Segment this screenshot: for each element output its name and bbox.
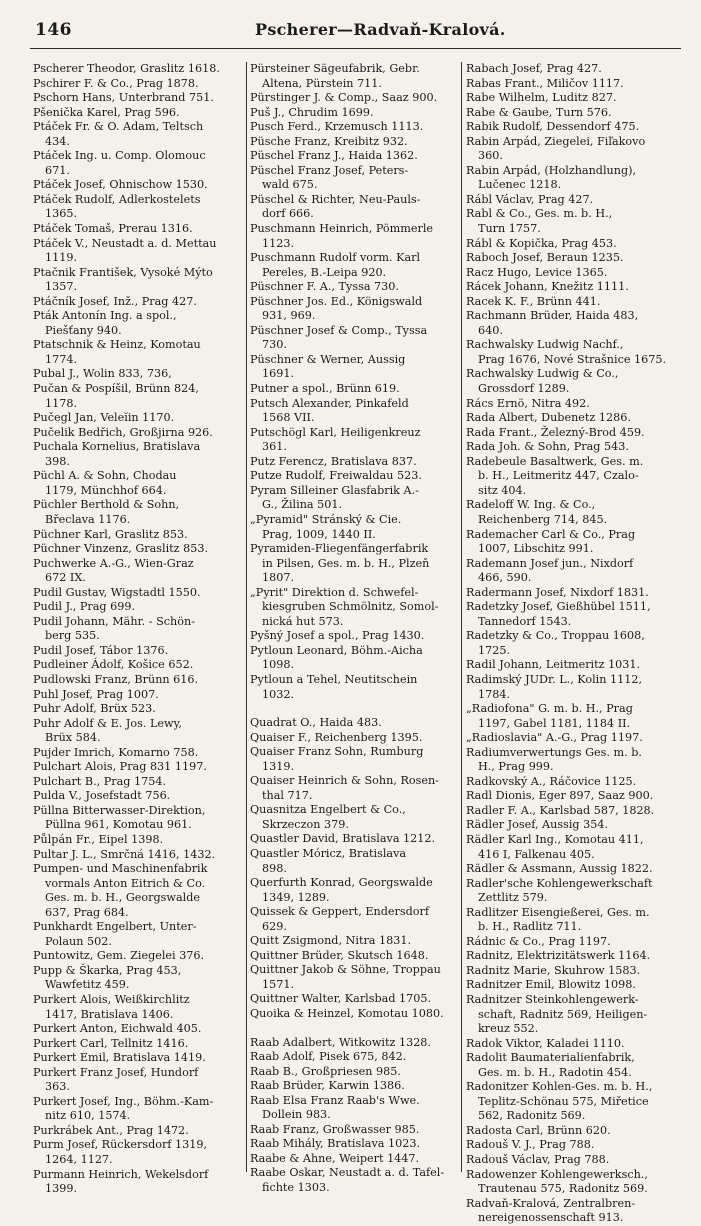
directory-entry-line: Quasnitza Engelbert & Co.,: [250, 803, 406, 817]
directory-entry-line: Pürsteiner Sägeufabrik, Gebr.: [250, 62, 420, 75]
directory-entry-line: Pučelik Bedřich, Großjirna 926.: [33, 425, 213, 439]
directory-entry-line: kreuz 552.: [478, 1022, 539, 1036]
directory-entry-line: 637, Prag 684.: [45, 905, 129, 919]
directory-entry-line: Rábl & Kopička, Prag 453.: [466, 236, 617, 250]
directory-entry-line: nereigenossenschaft 913.: [478, 1211, 624, 1225]
directory-entry-line: „Pyramid" Stránský & Cie.: [250, 512, 402, 526]
directory-entry-line: Ptáček Ing. u. Comp. Olomouc: [33, 149, 206, 163]
directory-entry-line: Radebeule Basaltwerk, Ges. m.: [466, 454, 644, 468]
directory-entry-line: Pultar J. L., Smrčná 1416, 1432.: [33, 847, 216, 861]
directory-entry-line: Radonitzer Kohlen-Ges. m. b. H.,: [466, 1080, 653, 1094]
directory-entry-line: Pschirer F. & Co., Prag 1878.: [33, 76, 199, 90]
directory-entry-line: Ptáček Fr. & O. Adam, Teltsch: [33, 120, 204, 134]
directory-entry-line: Grossdorf 1289.: [478, 382, 570, 396]
running-title: Pscherer—Radvaň-Kralová.: [255, 20, 506, 39]
directory-entry-line: Rabas Frant., Miličov 1117.: [466, 76, 624, 90]
directory-entry-line: 398.: [45, 454, 70, 468]
directory-entry-line: Radouš Václav, Prag 788.: [466, 1153, 610, 1167]
directory-entry-line: 1691.: [262, 367, 295, 381]
directory-entry-line: Quittner Brüder, Skutsch 1648.: [250, 948, 429, 962]
directory-entry-line: Pyramiden-Fliegenfängerfabrik: [250, 542, 429, 556]
directory-entry-line: Pulchart B., Prag 1754.: [33, 774, 167, 788]
directory-entry-line: Radok Viktor, Kaladei 1110.: [466, 1036, 625, 1050]
directory-entry-line: Puschmann Heinrich, Pömmerle: [250, 222, 434, 236]
directory-entry-line: Lučenec 1218.: [478, 178, 562, 192]
directory-entry-line: dorf 666.: [262, 207, 314, 221]
directory-entry-line: Radnitzer Emil, Blowitz 1098.: [466, 978, 636, 992]
directory-entry-line: Zettlitz 579.: [478, 891, 548, 905]
directory-entry-line: schaft, Radnitz 569, Heiligen-: [478, 1007, 648, 1021]
directory-entry-line: 360.: [478, 149, 503, 163]
directory-entry-line: Rädler Karl Ing., Komotau 411,: [466, 832, 644, 846]
directory-entry-line: 1119.: [45, 251, 78, 265]
directory-entry-line: Rádnic & Co., Prag 1197.: [466, 934, 611, 948]
directory-entry-line: Rabik Rudolf, Dessendorf 475.: [466, 120, 640, 134]
directory-entry-line: Raab Mihály, Bratislava 1023.: [250, 1137, 421, 1151]
directory-entry-line: Brüx 584.: [45, 731, 101, 745]
directory-entry-line: Rada Joh. & Sohn, Prag 543.: [466, 440, 629, 454]
directory-entry-line: nitz 610, 1574.: [45, 1109, 131, 1123]
directory-entry-line: Rachwalsky Ludwig & Co.,: [466, 367, 619, 381]
directory-entry-line: 434.: [45, 134, 70, 148]
directory-entry-line: kiesgruben Schmölnitz, Somol-: [262, 600, 439, 614]
directory-entry-line: Quaiser Franz Sohn, Rumburg: [250, 745, 424, 759]
directory-entry-line: 1178.: [45, 396, 78, 410]
directory-entry-line: Purm Josef, Rückersdorf 1319,: [33, 1138, 208, 1152]
directory-entry-line: thal 717.: [262, 788, 313, 802]
directory-entry-line: Puntowitz, Gem. Ziegelei 376.: [33, 949, 205, 963]
directory-entry-line: „Radiofona" G. m. b. H., Prag: [466, 702, 633, 716]
directory-entry-line: Radiumverwertungs Ges. m. b.: [466, 745, 642, 759]
directory-entry-line: Pulchart Alois, Prag 831 1197.: [33, 760, 207, 774]
directory-entry-line: Puš J., Chrudim 1699.: [250, 105, 374, 119]
directory-entry-line: Püchner Vinzenz, Graslitz 853.: [33, 542, 209, 556]
directory-entry-line: Rada Frant., Železný-Brod 459.: [466, 425, 645, 439]
directory-entry-line: Puhr Adolf & E. Jos. Lewy,: [33, 716, 182, 730]
directory-entry-line: Ptáček Tomaš, Prerau 1316.: [33, 222, 193, 236]
directory-entry-line: Radnitzer Steinkohlengewerk-: [466, 993, 639, 1006]
directory-entry-line: Radouš V. J., Prag 788.: [466, 1138, 595, 1152]
directory-entry-line: Püschner Jos. Ed., Königswald: [250, 294, 423, 308]
directory-entry-line: Rabl & Co., Ges. m. b. H.,: [466, 207, 613, 221]
directory-entry-line: Ptáček Rudolf, Adlerkostelets: [33, 192, 201, 206]
directory-entry-line: Radil Johann, Leitmeritz 1031.: [466, 658, 641, 672]
directory-entry-line: Piešťany 940.: [45, 323, 122, 337]
directory-entry-line: Turn 1757.: [478, 222, 541, 236]
directory-entry-line: Pubal J., Wolin 833, 736,: [33, 367, 172, 381]
directory-entry-line: Pupp & Škarka, Prag 453,: [33, 963, 182, 977]
directory-entry-line: 730.: [262, 338, 287, 352]
directory-entry-line: Püschner Josef & Comp., Tyssa: [250, 323, 428, 337]
directory-entry-line: 671.: [45, 163, 70, 177]
directory-entry-line: Radeloff W. Ing. & Co.,: [466, 498, 596, 512]
directory-entry-line: Radl Dionis, Eger 897, Saaz 900.: [466, 789, 654, 803]
directory-entry-line: Racz Hugo, Levice 1365.: [466, 265, 608, 279]
directory-entry-line: Pták Antonín Ing. a spol.,: [33, 309, 177, 323]
directory-entry-line: Rachwalsky Ludwig Nachf.,: [466, 338, 624, 352]
directory-entry-line: Purkert Carl, Tellnitz 1416.: [33, 1036, 189, 1050]
directory-entry-line: Püschel & Richter, Neu-Pauls-: [250, 192, 421, 206]
directory-entry-line: Putschögl Karl, Heiligenkreuz: [250, 425, 421, 439]
directory-entry-line: Püchner Karl, Graslitz 853.: [33, 527, 188, 541]
directory-entry-line: 1417, Bratislava 1406.: [45, 1007, 174, 1021]
directory-entry-line: Püchl A. & Sohn, Chodau: [33, 469, 177, 483]
directory-entry-line: Ges. m. b. H., Georgswalde: [45, 891, 200, 905]
directory-entry-line: 361.: [262, 440, 287, 454]
directory-entry-line: 1774.: [45, 352, 78, 366]
directory-entry-line: Rábl Václav, Prag 427.: [466, 192, 594, 206]
directory-entry-line: Prag, 1009, 1440 II.: [262, 527, 376, 541]
directory-entry-line: H., Prag 999.: [478, 760, 554, 774]
directory-entry-line: 1123.: [262, 236, 295, 250]
directory-entry-line: 466, 590.: [478, 571, 532, 585]
directory-entry-line: Rácek Johann, Knežitz 1111.: [466, 280, 629, 294]
directory-entry-line: Püschner & Werner, Aussig: [250, 352, 406, 366]
directory-entry-line: Puhr Adolf, Brüx 523.: [33, 702, 156, 716]
directory-entry-line: 1725.: [478, 643, 511, 657]
directory-entry-line: Rabe & Gaube, Turn 576.: [466, 105, 612, 119]
directory-entry-line: Punkhardt Engelbert, Unter-: [33, 920, 197, 934]
directory-entry-line: Pujder Imrich, Komarno 758.: [33, 745, 199, 759]
directory-entry-line: 931, 969.: [262, 309, 316, 323]
directory-entry-line: Rachmann Brüder, Haida 483,: [466, 309, 639, 323]
directory-entry-line: Puhl Josef, Prag 1007.: [33, 687, 159, 701]
directory-entry-line: Pudlowski Franz, Brünn 616.: [33, 672, 199, 686]
directory-entry-line: Pudil Gustav, Wigstadtl 1550.: [33, 585, 201, 599]
directory-entry-line: Pudil Josef, Tábor 1376.: [33, 643, 169, 657]
directory-entry-line: Raab Adalbert, Witkowitz 1328.: [250, 1035, 431, 1049]
directory-entry-line: vormals Anton Eitrich & Co.: [45, 876, 206, 890]
column-divider: [461, 62, 462, 1172]
directory-entry-line: Purkert Anton, Eichwald 405.: [33, 1022, 202, 1036]
directory-entry-line: Rabach Josef, Prag 427.: [466, 62, 602, 75]
directory-entry-line: Racek K. F., Brünn 441.: [466, 294, 601, 308]
directory-entry-line: Radimský JUDr. L., Kolin 1112,: [466, 672, 643, 686]
directory-entry-line: Trautenau 575, Radonitz 569.: [478, 1182, 648, 1196]
directory-entry-line: Purkert Emil, Bratislava 1419.: [33, 1051, 206, 1065]
directory-entry-line: Rädler Josef, Aussig 354.: [466, 818, 609, 832]
directory-entry-line: Prag 1676, Nové Strašnice 1675.: [478, 352, 667, 366]
directory-column-1: [33, 62, 246, 1197]
directory-entry-line: Rabin Arpád, (Holzhandlung),: [466, 163, 637, 177]
directory-entry-line: Raab Elsa Franz Raab's Wwe.: [250, 1093, 420, 1107]
directory-entry-line: Radlitzer Eisengießerei, Ges. m.: [466, 905, 650, 919]
directory-entry-line: Quaiser F., Reichenberg 1395.: [250, 730, 423, 744]
directory-entry-line: Ptatschnik & Heinz, Komotau: [33, 338, 201, 352]
directory-entry-line: 416 I, Falkenau 405.: [478, 847, 595, 861]
directory-entry-line: Radnitz Marie, Skuhrow 1583.: [466, 963, 641, 977]
directory-entry-line: Radler F. A., Karlsbad 587, 1828.: [466, 803, 655, 817]
directory-entry-line: Břeclava 1176.: [45, 512, 131, 526]
directory-entry-line: Pschorn Hans, Unterbrand 751.: [33, 91, 214, 105]
directory-entry-line: Pytloun Leonard, Böhm.-Aicha: [250, 643, 423, 657]
directory-entry-line: 1807.: [262, 571, 295, 585]
directory-entry-line: Radkovský A., Ráčovice 1125.: [466, 774, 637, 788]
directory-entry-line: Purkrábek Ant., Prag 1472.: [33, 1123, 189, 1137]
directory-entry-line: Purkert Franz Josef, Hundorf: [33, 1065, 199, 1079]
directory-entry-line: Ptačnik František, Vysoké Mýto: [33, 265, 213, 279]
directory-entry-line: Reichenberg 714, 845.: [478, 512, 608, 526]
directory-entry-line: Pusch Ferd., Krzemusch 1113.: [250, 120, 424, 134]
directory-entry-line: Quissek & Geppert, Endersdorf: [250, 905, 429, 919]
directory-entry-line: Purmann Heinrich, Wekelsdorf: [33, 1167, 209, 1181]
directory-entry-line: Pyšný Josef a spol., Prag 1430.: [250, 629, 425, 643]
directory-entry-line: Quittner Walter, Karlsbad 1705.: [250, 992, 432, 1006]
directory-entry-line: Quoika & Heinzel, Komotau 1080.: [250, 1007, 444, 1020]
directory-entry-line: Radolit Baumaterialienfabrik,: [466, 1051, 635, 1065]
directory-entry-line: Püllna Bitterwasser-Direktion,: [33, 803, 206, 817]
directory-entry-line: G., Žilina 501.: [262, 498, 343, 512]
directory-entry-line: Pereles, B.-Leipa 920.: [262, 265, 387, 279]
directory-entry-line: Quastler David, Bratislava 1212.: [250, 832, 436, 846]
directory-entry-line: in Pilsen, Ges. m. b. H., Plzeň: [262, 556, 430, 570]
directory-entry-line: Rabin Arpád, Ziegelei, Fiľakovo: [466, 134, 646, 148]
directory-entry-line: Rademacher Carl & Co., Prag: [466, 527, 636, 541]
directory-entry-line: Quitt Zsigmond, Nitra 1831.: [250, 934, 412, 948]
directory-entry-line: 1365.: [45, 207, 78, 221]
directory-entry-line: 1357.: [45, 280, 78, 294]
section-gap: [250, 1022, 458, 1036]
page-number: 146: [35, 20, 72, 40]
directory-entry-line: Putz Ferencz, Bratislava 837.: [250, 454, 417, 468]
directory-entry-line: sitz 404.: [478, 483, 527, 497]
directory-entry-line: 1319.: [262, 759, 295, 773]
directory-entry-line: Rada Albert, Dubenetz 1286.: [466, 411, 631, 425]
directory-entry-line: Radowenzer Kohlengewerksch.,: [466, 1167, 648, 1181]
directory-entry-line: Querfurth Konrad, Georgswalde: [250, 876, 433, 890]
directory-column-2: [250, 62, 458, 1196]
directory-entry-line: Pumpen- und Maschinenfabrik: [33, 862, 208, 876]
directory-entry-line: Pudil Johann, Mähr. - Schön-: [33, 614, 195, 628]
directory-entry-line: „Radioslavia" A.-G., Prag 1197.: [466, 731, 643, 745]
directory-entry-line: Pscherer Theodor, Graslitz 1618.: [33, 62, 220, 75]
section-gap: [250, 702, 458, 716]
directory-entry-line: 363.: [45, 1080, 70, 1094]
directory-entry-line: Putner a spol., Brünn 619.: [250, 382, 400, 396]
directory-entry-line: 1264, 1127.: [45, 1153, 113, 1167]
directory-entry-line: Püchler Berthold & Sohn,: [33, 498, 180, 512]
directory-entry-line: Pšenička Karel, Prag 596.: [33, 105, 180, 119]
directory-entry-line: Pučan & Pospíšil, Brünn 824,: [33, 382, 199, 396]
directory-entry-line: fichte 1303.: [262, 1181, 330, 1195]
directory-entry-line: Teplitz-Schönau 575, Miřetice: [478, 1094, 649, 1108]
directory-entry-line: Püsche Franz, Kreibitz 932.: [250, 134, 408, 148]
directory-entry-line: Quittner Jakob & Söhne, Troppau: [250, 963, 441, 977]
directory-entry-line: Tannedorf 1543.: [478, 614, 572, 628]
directory-entry-line: wald 675.: [262, 178, 318, 192]
directory-entry-line: Ptáček Josef, Ohnischow 1530.: [33, 178, 208, 192]
directory-entry-line: Wawfetitz 459.: [45, 978, 130, 992]
directory-entry-line: nická hut 573.: [262, 614, 344, 628]
directory-entry-line: Pulda V., Josefstadt 756.: [33, 789, 171, 803]
directory-entry-line: Radermann Josef, Nixdorf 1831.: [466, 585, 649, 599]
directory-entry-line: 672 IX.: [45, 571, 86, 585]
directory-entry-line: Raab B., Großpriesen 985.: [250, 1064, 401, 1078]
directory-entry-line: 1399.: [45, 1182, 78, 1196]
directory-entry-line: Radetzky Josef, Gießhübel 1511,: [466, 600, 651, 614]
directory-entry-line: Dollein 983.: [262, 1108, 331, 1122]
directory-entry-line: 1349, 1289.: [262, 890, 330, 904]
directory-entry-line: berg 535.: [45, 629, 100, 643]
directory-entry-line: Pürstinger J. & Comp., Saaz 900.: [250, 91, 438, 105]
directory-entry-line: Pučegl Jan, Veleĭin 1170.: [33, 411, 175, 425]
directory-entry-line: Radler'sche Kohlengewerkschaft: [466, 876, 653, 890]
directory-entry-line: Rädler & Assmann, Aussig 1822.: [466, 862, 653, 876]
directory-entry-line: Putze Rudolf, Freiwaldau 523.: [250, 469, 422, 483]
directory-entry-line: Rademann Josef jun., Nixdorf: [466, 556, 634, 570]
directory-entry-line: Püschel Franz Josef, Peters-: [250, 163, 409, 177]
directory-entry-line: Raboch Josef, Beraun 1235.: [466, 251, 624, 265]
directory-entry-line: Pudil J., Prag 699.: [33, 600, 136, 614]
directory-entry-line: Raabe & Ahne, Weipert 1447.: [250, 1151, 420, 1165]
directory-entry-line: 898.: [262, 861, 287, 875]
directory-entry-line: 629.: [262, 919, 287, 933]
directory-entry-line: 1179, Münchhof 664.: [45, 483, 167, 497]
directory-entry-line: Puschmann Rudolf vorm. Karl: [250, 251, 421, 265]
directory-entry-line: Ptáček V., Neustadt a. d. Mettau: [33, 236, 217, 250]
directory-entry-line: „Pyrit" Direktion d. Schwefel-: [250, 585, 419, 599]
directory-entry-line: Putsch Alexander, Pinkafeld: [250, 396, 409, 410]
directory-entry-line: Radetzky & Co., Troppau 1608,: [466, 629, 645, 643]
directory-entry-line: Püllna 961, Komotau 961.: [45, 818, 192, 832]
directory-entry-line: Purkert Josef, Ing., Böhm.-Kam-: [33, 1094, 214, 1108]
directory-entry-line: Quastler Móricz, Bratislava: [250, 846, 407, 860]
directory-entry-line: Pyram Silleiner Glasfabrik A.-: [250, 483, 419, 497]
directory-entry-line: Püschner F. A., Tyssa 730.: [250, 280, 399, 294]
directory-column-3: [466, 62, 688, 1226]
directory-entry-line: Quadrat O., Haida 483.: [250, 716, 382, 730]
directory-entry-line: Radvaň-Kralová, Zentralbren-: [466, 1196, 636, 1210]
directory-entry-line: Raabe Oskar, Neustadt a. d. Tafel-: [250, 1166, 445, 1180]
directory-entry-line: Altena, Pürstein 711.: [262, 76, 382, 90]
directory-entry-line: Půlpán Fr., Eipel 1398.: [33, 832, 164, 846]
directory-entry-line: Pudleiner Ádolf, Košice 652.: [33, 658, 194, 672]
directory-entry-line: Polaun 502.: [45, 934, 112, 948]
directory-entry-line: Raab Franz, Großwasser 985.: [250, 1122, 420, 1136]
directory-entry-line: b. H., Leitmeritz 447, Czalo-: [478, 469, 639, 483]
directory-entry-line: Rács Ernö, Nitra 492.: [466, 396, 590, 410]
directory-entry-line: Raab Adolf, Pisek 675, 842.: [250, 1050, 407, 1064]
directory-entry-line: 1032.: [262, 687, 295, 701]
directory-entry-line: 640.: [478, 323, 503, 337]
header-rule: [30, 48, 681, 49]
directory-entry-line: 1197, Gabel 1181, 1184 II.: [478, 716, 631, 730]
directory-entry-line: Radosta Carl, Brünn 620.: [466, 1123, 611, 1137]
directory-entry-line: b. H., Radlitz 711.: [478, 920, 582, 934]
directory-entry-line: 562, Radonitz 569.: [478, 1109, 586, 1123]
directory-entry-line: 1007, Libschitz 991.: [478, 542, 594, 556]
directory-entry-line: Pytloun a Tehel, Neutitschein: [250, 672, 418, 686]
page-header: [0, 0, 701, 42]
directory-entry-line: 1784.: [478, 687, 511, 701]
directory-entry-line: Purkert Alois, Weißkirchlitz: [33, 993, 190, 1006]
directory-entry-line: Püschel Franz J., Haida 1362.: [250, 149, 418, 163]
directory-entry-line: 1098.: [262, 658, 295, 672]
directory-entry-line: 1568 VII.: [262, 411, 315, 425]
directory-entry-line: Ges. m. b. H., Radotin 454.: [478, 1065, 632, 1079]
directory-entry-line: Raab Brüder, Karwin 1386.: [250, 1079, 405, 1093]
directory-entry-line: Ptáčník Josef, Inž., Prag 427.: [33, 294, 197, 308]
directory-entry-line: Puchwerke A.-G., Wien-Graz: [33, 556, 194, 570]
directory-entry-line: Rabe Wilhelm, Luditz 827.: [466, 91, 617, 105]
directory-entry-line: Puchala Kornelius, Bratislava: [33, 440, 201, 454]
directory-entry-line: Skrzeczon 379.: [262, 817, 349, 831]
directory-entry-line: Quaiser Heinrich & Sohn, Rosen-: [250, 774, 439, 788]
directory-entry-line: 1571.: [262, 977, 295, 991]
column-divider: [246, 62, 247, 1172]
directory-entry-line: Radnitz, Elektrizitätswerk 1164.: [466, 949, 651, 963]
